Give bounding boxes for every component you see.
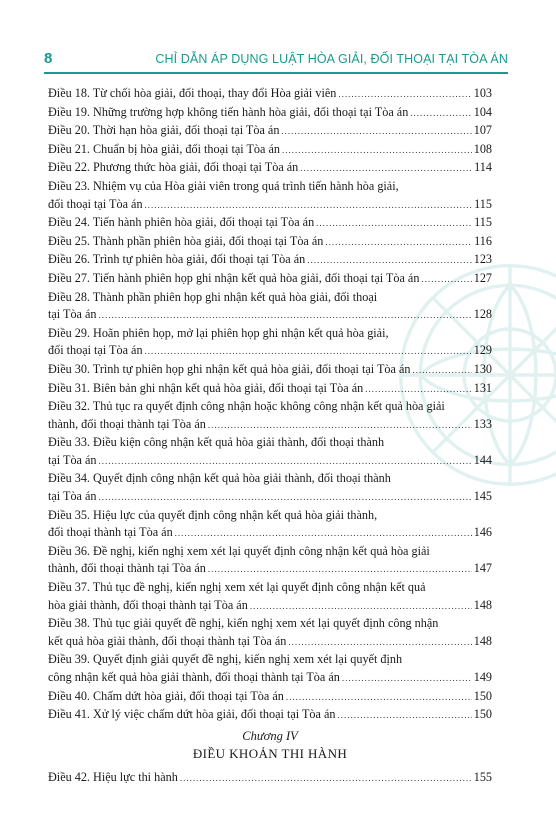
dot-leader [145,343,472,361]
toc-entry-text: Điều 34. Quyết định công nhận kết quả hòa giải thành, đối thoại thành [48,471,391,486]
toc-page-number: 149 [473,670,492,684]
toc-entry-text: Điều 39. Quyết định giải quyết đề nghị, kiến nghị xem xét lại quyết định [48,652,403,667]
dot-leader [337,707,471,725]
toc-entry[interactable] [48,769,492,788]
toc-page-number: 115 [474,215,492,230]
toc-page-number: 148 [473,633,492,648]
toc-page-number: 103 [473,86,492,100]
toc-entry-text: Điều 25. Thành phần phiên hòa giải, đối thoại tại Tòa án [48,233,324,248]
toc-line [48,342,492,361]
toc-entry-text: Điều 41. Xử lý việc chấm dứt hòa giải, đối thoại tại Tòa án [48,707,336,722]
toc-page-number: 147 [473,561,492,576]
toc-entry-text: Điều 21. Chuẩn bị hòa giải, đối thoại tại Tòa án [48,141,280,156]
toc-entry[interactable] [48,104,492,123]
page-header [44,50,508,74]
toc-entry-text: Điều 31. Biên bản ghi nhận kết quả hòa giải, đối thoại tại Tòa án [48,380,364,395]
toc-line [48,196,492,215]
toc-page-number: 131 [473,380,492,395]
toc-entry[interactable] [48,159,492,178]
toc-entry[interactable] [48,251,492,270]
toc-entry[interactable] [48,470,492,506]
toc-entry-text: Điều 26. Trình tự phiên hòa giải, đối thoại tại Tòa án [48,252,306,267]
dot-leader [316,215,472,233]
toc-page-number: 104 [473,104,492,119]
dot-leader [325,234,472,252]
toc-entry[interactable] [48,214,492,233]
toc-page-number: 123 [473,252,492,267]
toc-line [48,597,492,616]
chapter-title: ĐIỀU KHOẢN THI HÀNH [192,745,348,761]
toc-line [48,488,492,507]
toc-line [48,233,492,252]
dot-leader [412,362,471,380]
dot-leader [145,197,473,215]
toc-page-number: 150 [473,688,492,703]
toc-line [48,159,492,178]
toc-line [48,688,492,707]
toc-entry[interactable] [48,233,492,252]
dot-leader [180,770,472,788]
toc-page-number: 128 [473,307,492,322]
toc-line [48,416,492,435]
toc-line [48,633,492,652]
toc-entry-text: đối thoại thành tại Tòa án [48,525,173,540]
toc-page-number: 114 [474,160,492,175]
toc-entry[interactable] [48,651,492,687]
toc-entry-text: Điều 37. Thủ tục đề nghị, kiến nghị xem xét lại quyết định công nhận kết quả [48,580,426,595]
toc-line [48,251,492,270]
toc-entry-text: Điều 38. Thủ tục giải quyết đề nghị, kiến nghị xem xét lại quyết định công nhận [48,616,439,631]
dot-leader [282,142,472,160]
toc-page-number: 155 [473,769,492,784]
toc-entry-text: Điều 42. Hiệu lực thi hành [48,769,178,784]
toc-entry[interactable] [48,85,492,104]
toc-entry[interactable] [48,507,492,543]
toc-entry-text: Điều 40. Chấm dứt hòa giải, đối thoại tại Tòa án [48,688,284,703]
toc-entry-text: Điều 20. Thời hạn hòa giải, đối thoại tại Tòa án [48,123,280,138]
toc-page-number: 129 [473,343,492,358]
toc-entry-text: Điều 28. Thành phần phiên họp ghi nhận kết quả hòa giải, đối thoại [48,289,378,304]
toc-entry-text: Điều 18. Từ chối hòa giải, đối thoại, thay đổi Hòa giải viên [48,86,337,100]
dot-leader [99,453,472,471]
toc-entry[interactable] [48,398,492,434]
toc-entry[interactable] [48,434,492,470]
toc-line [48,85,492,104]
toc-entry-text: đối thoại tại Tòa án [48,343,143,358]
dot-leader [410,105,471,123]
toc-entry-text: Điều 30. Trình tự phiên họp ghi nhận kết quả hòa giải, đối thoại tại Tòa án [48,361,411,376]
toc-entry-text: công nhận kết quả hòa giải thành, đối thoại thành tại Tòa án [48,670,340,684]
toc-entry-text: thành, đối thoại thành tại Tòa án [48,561,206,576]
toc-line [48,769,492,788]
toc-page-number: 108 [473,141,492,156]
toc-entry-text: Điều 35. Hiệu lực của quyết định công nhận kết quả hòa giải thành, [48,507,378,522]
toc-entry-text: Điều 19. Những trường hợp không tiến hành hòa giải, đối thoại tại Tòa án [48,104,409,119]
dot-leader [307,252,472,270]
toc-entry[interactable] [48,615,492,651]
toc-entry-text: Điều 24. Tiến hành phiên hòa giải, đối thoại tại Tòa án [48,215,315,230]
toc-page-number: 130 [473,361,492,376]
toc-page-number: 146 [473,525,492,540]
running-title: CHỈ DẪN ÁP DỤNG LUẬT HÒA GIẢI, ĐỐI THOẠI TẠI TÒA ÁN [155,52,508,66]
dot-leader [175,525,472,543]
toc-entry-text: đối thoại tại Tòa án [48,196,143,211]
chapter-label: Chương IV [242,728,298,743]
page-number: 8 [44,50,53,67]
toc-line [48,122,492,141]
dot-leader [286,689,472,707]
toc-line [48,524,492,543]
toc-page-number: 148 [473,597,492,612]
toc-line [48,380,492,399]
toc-line [48,452,492,471]
toc-page-number: 145 [473,489,492,504]
toc-entry[interactable] [48,270,492,289]
dot-leader [281,123,471,141]
toc-page-number: 115 [474,196,492,211]
toc-line [48,706,492,725]
toc-page-number: 107 [473,123,492,138]
toc-line [48,361,492,380]
toc-entry-text: hòa giải thành, đối thoại thành tại Tòa án [48,597,248,612]
toc-page-number: 127 [473,270,492,285]
toc-entry[interactable] [48,361,492,380]
toc-page-number: 116 [474,233,492,248]
toc-line [48,214,492,233]
toc-entry[interactable] [48,380,492,399]
toc-entry-text: Điều 29. Hoãn phiên họp, mở lại phiên họp ghi nhận kết quả hòa giải, [48,325,389,340]
toc-entry[interactable] [48,141,492,160]
dot-leader [99,489,472,507]
dot-leader [342,670,472,688]
table-of-contents [48,85,492,787]
dot-leader [99,307,472,325]
toc-entry[interactable] [48,579,492,615]
toc-line [48,669,492,688]
toc-entry-text: Điều 22. Phương thức hòa giải, đối thoại tại Tòa án [48,160,299,175]
dot-leader [250,598,472,616]
dot-leader [208,561,472,579]
dot-leader [365,381,471,399]
toc-entry-text: Điều 33. Điều kiện công nhận kết quả hòa giải thành, đối thoại thành [48,435,385,450]
toc-page-number: 144 [473,452,492,467]
toc-entry[interactable] [48,325,492,361]
toc-line [48,104,492,123]
toc-entry-text: Điều 32. Thủ tục ra quyết định công nhận hoặc không công nhận kết quả hòa giải [48,399,445,414]
toc-line [48,306,492,325]
toc-line [48,141,492,160]
toc-entry-text: tại Tòa án [48,452,97,467]
toc-entry[interactable] [48,178,492,214]
toc-entry[interactable] [48,289,492,325]
toc-entry[interactable] [48,543,492,579]
dot-leader [300,160,472,178]
toc-entry-text: tại Tòa án [48,489,97,504]
toc-entry[interactable] [48,122,492,141]
toc-entry-text: thành, đối thoại thành tại Tòa án [48,416,206,431]
toc-entry[interactable] [48,688,492,707]
toc-page-number: 133 [473,416,492,431]
toc-line [48,560,492,579]
toc-entry-text: Điều 23. Nhiệm vụ của Hòa giải viên trong quá trình tiến hành hòa giải, [48,178,399,193]
dot-leader [288,634,471,652]
dot-leader [208,417,472,435]
toc-entry[interactable] [48,706,492,725]
toc-entry-text: tại Tòa án [48,307,97,322]
toc-entry-text: kết quả hòa giải thành, đối thoại thành tại Tòa án [48,633,287,648]
toc-entry-text: Điều 27. Tiến hành phiên họp ghi nhận kết quả hòa giải, đối thoại tại Tòa án [48,270,420,285]
dot-leader [421,271,471,289]
toc-line [48,270,492,289]
toc-entry-text: Điều 36. Đề nghị, kiến nghị xem xét lại quyết định công nhận kết quả hòa giải [48,543,430,558]
toc-page-number: 150 [473,707,492,722]
dot-leader [338,86,471,104]
